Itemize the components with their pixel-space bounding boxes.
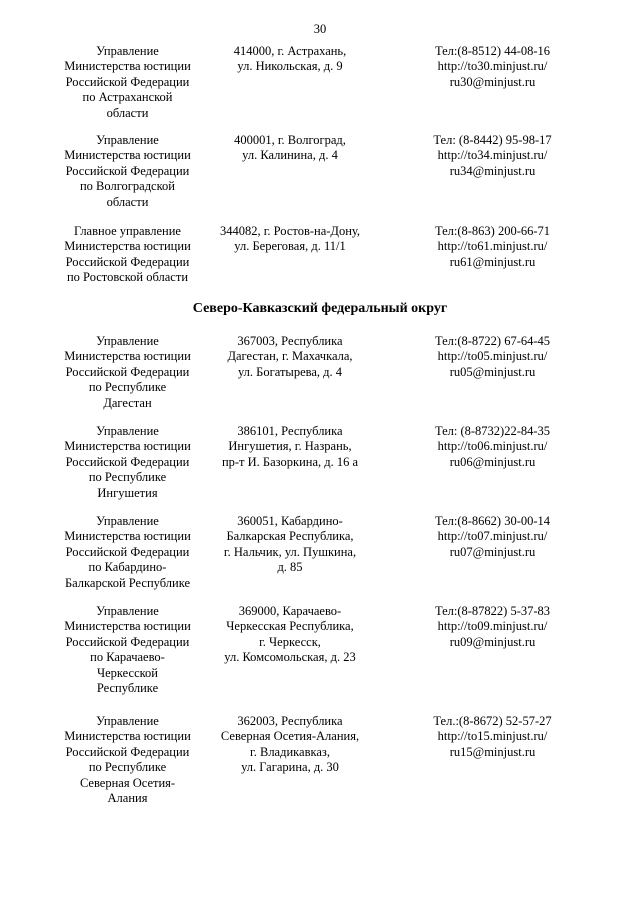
address-line: 344082, г. Ростов-на-Дону,	[219, 224, 361, 238]
agency-name-line: по Астраханской	[82, 90, 173, 105]
agency-name-line: по Республике	[88, 760, 167, 775]
address-line: Северная Осетия-Алания,	[220, 729, 360, 744]
agency-name	[55, 424, 200, 501]
agency-name-line: Управление	[96, 133, 159, 147]
agency-address	[205, 514, 375, 576]
agency-contact	[410, 714, 575, 760]
agency-name-line: Министерства юстиции	[64, 439, 191, 454]
address-line: ул. Богатырева, д. 4	[237, 364, 343, 379]
agency-name-line: Балкарской Республике	[64, 575, 191, 590]
agency-name-line: области	[106, 105, 149, 120]
phone-text: Тел: (8-8732)22-84-35	[434, 424, 551, 438]
agency-name-line: Российской Федерации	[65, 74, 190, 89]
address-line: пр-т И. Базоркина, д. 16 а	[221, 454, 359, 469]
agency-address	[205, 334, 375, 380]
agency-name-line: Республике	[96, 681, 159, 696]
website-link[interactable]: http://to06.minjust.ru/	[437, 439, 548, 454]
agency-name-line: Министерства юстиции	[64, 349, 191, 364]
email-link[interactable]: ru15@minjust.ru	[449, 744, 536, 759]
agency-name	[55, 714, 200, 806]
agency-name-line: Черкесской	[96, 665, 159, 680]
website-link[interactable]: http://to34.minjust.ru/	[437, 148, 548, 163]
address-line: Балкарская Республика,	[226, 529, 354, 544]
agency-name	[55, 44, 200, 121]
website-link[interactable]: http://to30.minjust.ru/	[437, 59, 548, 74]
email-link[interactable]: ru07@minjust.ru	[449, 544, 536, 559]
agency-name-line: Российской Федерации	[65, 744, 190, 759]
email-link[interactable]: ru09@minjust.ru	[449, 634, 536, 649]
agency-name	[55, 133, 200, 210]
email-link[interactable]: ru05@minjust.ru	[449, 364, 536, 379]
agency-name-line: Министерства юстиции	[64, 619, 191, 634]
website-link[interactable]: http://to61.minjust.ru/	[437, 239, 548, 254]
agency-address	[205, 133, 375, 164]
agency-name-line: Управление	[96, 424, 159, 438]
address-line: г. Черкесск,	[259, 634, 321, 649]
agency-name-line: Российской Федерации	[65, 544, 190, 559]
address-line: ул. Гагарина, д. 30	[241, 760, 339, 775]
agency-contact	[410, 44, 575, 90]
agency-name-line: Российской Федерации	[65, 254, 190, 269]
agency-contact	[410, 224, 575, 270]
agency-name-line: области	[106, 194, 149, 209]
address-line: Ингушетия, г. Назрань,	[228, 439, 352, 454]
phone-text: Тел.:(8-8672) 52-57-27	[433, 714, 552, 728]
agency-name-line: по Волгоградской	[79, 179, 175, 194]
address-line: 362003, Республика	[237, 714, 343, 728]
agency-name	[55, 334, 200, 411]
agency-name-line: Управление	[96, 714, 159, 728]
agency-name-line: Российской Федерации	[65, 454, 190, 469]
agency-name	[55, 224, 200, 286]
agency-name-line: Дагестан	[103, 395, 152, 410]
website-link[interactable]: http://to07.minjust.ru/	[437, 529, 548, 544]
agency-name-line: Управление	[96, 44, 159, 58]
agency-address	[205, 44, 375, 75]
agency-name-line: Министерства юстиции	[64, 239, 191, 254]
phone-text: Тел:(8-8662) 30-00-14	[434, 514, 551, 528]
phone-text: Тел:(8-87822) 5-37-83	[434, 604, 551, 618]
address-line: д. 85	[277, 560, 303, 575]
email-link[interactable]: ru30@minjust.ru	[449, 74, 536, 89]
email-link[interactable]: ru61@minjust.ru	[449, 254, 536, 269]
agency-name-line: Министерства юстиции	[64, 729, 191, 744]
agency-name-line: Управление	[96, 334, 159, 348]
email-link[interactable]: ru06@minjust.ru	[449, 454, 536, 469]
address-line: Черкесская Республика,	[226, 619, 354, 634]
agency-name-line: по Республике	[88, 470, 167, 485]
address-line: г. Владикавказ,	[250, 744, 330, 759]
agency-name-line: Алания	[107, 791, 148, 806]
phone-text: Тел: (8-8442) 95-98-17	[433, 133, 552, 147]
agency-address	[205, 224, 375, 255]
agency-address	[205, 424, 375, 470]
address-line: 386101, Республика	[237, 424, 343, 438]
address-line: ул. Комсомольская, д. 23	[224, 650, 356, 665]
section-heading: Северо-Кавказский федеральный округ	[192, 301, 448, 316]
agency-contact	[410, 514, 575, 560]
agency-name-line: Министерства юстиции	[64, 529, 191, 544]
agency-name-line: Управление	[96, 514, 159, 528]
website-link[interactable]: http://to09.minjust.ru/	[437, 619, 548, 634]
address-line: г. Нальчик, ул. Пушкина,	[223, 544, 357, 559]
agency-contact	[410, 604, 575, 650]
website-link[interactable]: http://to05.minjust.ru/	[437, 349, 548, 364]
agency-contact	[410, 424, 575, 470]
agency-name-line: Главное управление	[74, 224, 181, 238]
phone-text: Тел:(8-863) 200-66-71	[434, 224, 551, 238]
address-line: 400001, г. Волгоград,	[234, 133, 346, 147]
website-link[interactable]: http://to15.minjust.ru/	[437, 729, 548, 744]
address-line: Дагестан, г. Махачкала,	[227, 349, 353, 364]
agency-name-line: Северная Осетия-	[79, 775, 176, 790]
phone-text: Тел:(8-8512) 44-08-16	[434, 44, 551, 58]
address-line: 369000, Карачаево-	[238, 604, 342, 618]
agency-name-line: по Карачаево-	[90, 650, 165, 665]
agency-contact	[410, 334, 575, 380]
agency-contact	[410, 133, 575, 179]
address-line: 414000, г. Астрахань,	[233, 44, 347, 58]
agency-name	[55, 514, 200, 591]
address-line: 360051, Кабардино-	[237, 514, 343, 528]
address-line: ул. Калинина, д. 4	[242, 148, 338, 163]
agency-name	[55, 604, 200, 696]
address-line: ул. Никольская, д. 9	[237, 59, 343, 74]
email-link[interactable]: ru34@minjust.ru	[449, 163, 536, 178]
agency-name-line: по Ростовской области	[66, 270, 189, 285]
phone-text: Тел:(8-8722) 67-64-45	[434, 334, 551, 348]
agency-name-line: Министерства юстиции	[64, 148, 191, 163]
page-number: 30	[313, 22, 327, 36]
agency-name-line: Российской Федерации	[65, 364, 190, 379]
agency-name-line: Управление	[96, 604, 159, 618]
agency-name-line: по Республике	[88, 380, 167, 395]
agency-name-line: Российской Федерации	[65, 163, 190, 178]
agency-address	[205, 604, 375, 666]
agency-name-line: Ингушетия	[97, 485, 158, 500]
address-line: ул. Береговая, д. 11/1	[234, 239, 346, 254]
agency-name-line: Министерства юстиции	[64, 59, 191, 74]
agency-address	[205, 714, 375, 776]
agency-name-line: по Кабардино-	[88, 560, 167, 575]
agency-name-line: Российской Федерации	[65, 634, 190, 649]
address-line: 367003, Республика	[237, 334, 343, 348]
